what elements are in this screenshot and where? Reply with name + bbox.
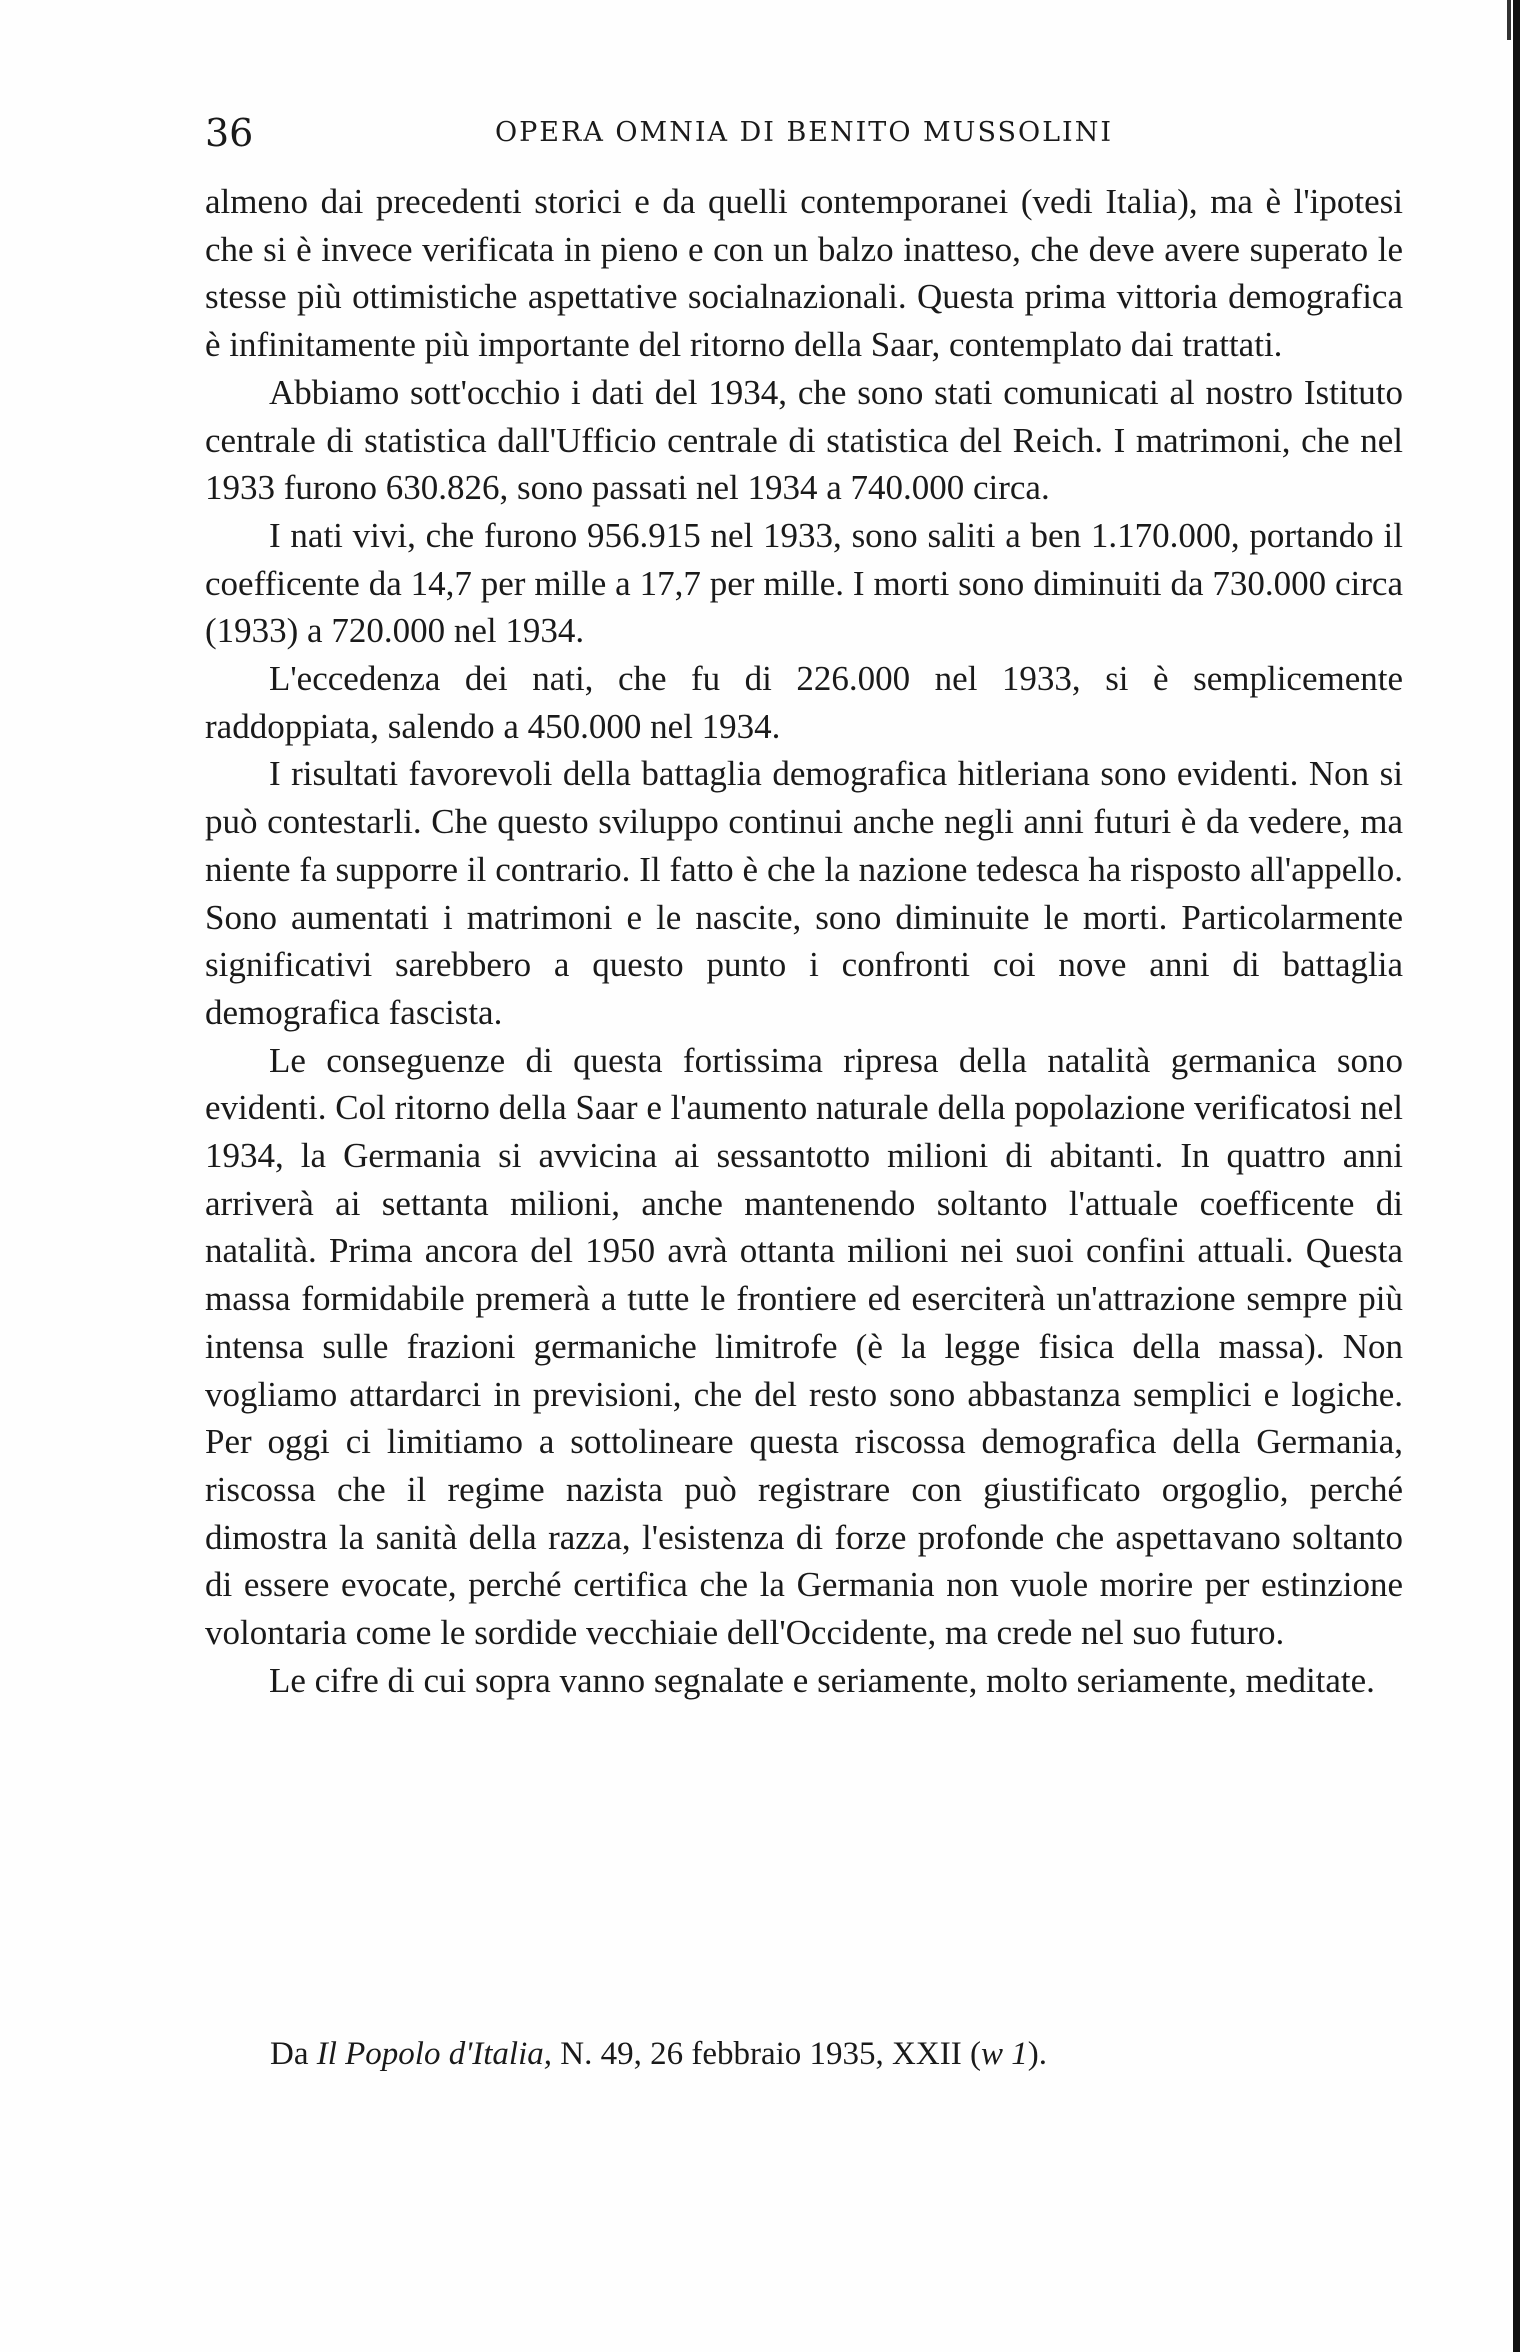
paragraph: Abbiamo sott'occhio i dati del 1934, che sono stati comunicati al nostro Istituto centrale di statistica dall'Ufficio centrale di statistica del Reich. I matrimoni, che nel 1933 furono 630.826, sono passati nel 1934 a 740.000 circa. [205,372,1403,508]
paragraph: almeno dai precedenti storici e da quelli contemporanei (vedi Italia), ma è l'ipotesi che si è invece verificata in pieno e con un balzo inatteso, che deve avere superato le stesse più ottimistiche aspettative socialnazionali. Questa prima vittoria demografica è infinitamente più importante del ritorno della Saar, contemplato dai trattati. [205,182,1403,365]
running-header [205,108,1405,158]
page-edge-shadow [1513,0,1520,2352]
paragraph: Le cifre di cui sopra vanno segnalate e seriamente, molto seriamente, meditate. [269,1660,1375,1700]
page-number: 36 [205,111,254,155]
source-citation [270,2032,1047,2076]
paragraph: I risultati favorevoli della battaglia demografica hitleriana sono evidenti. Non si può contestarli. Che questo sviluppo continui anche negli anni futuri è da vedere, ma niente fa supporre il contrario. Il fatto è che la nazione tedesca ha risposto all'appello. Sono aumentati i matrimoni e le nascite, sono diminuite le morti. Particolarmente significativi sarebbero a questo punto i confronti coi nove anni di battaglia demografica fascista. [205,754,1403,1032]
paragraph: L'eccedenza dei nati, che fu di 226.000 nel 1933, si è semplicemente raddoppiata, salendo a 450.000 nel 1934. [205,659,1403,746]
running-title: OPERA OMNIA DI BENITO MUSSOLINI [495,117,1113,148]
source-code: w 1 [980,2036,1028,2072]
source-prefix: Da [270,2036,317,2072]
paragraph: Le conseguenze di questa fortissima ripresa della natalità germanica sono evidenti. Col ritorno della Saar e l'aumento naturale della popolazione verificatosi nel 1934, la Germania si avvicina ai sessantotto milioni di abitanti. In quattro anni arriverà ai settanta milioni, anche mantenendo soltanto l'attuale coefficente di natalità. Prima ancora del 1950 avrà ottanta milioni nei suoi confini attuali. Questa massa formidabile premerà a tutte le frontiere ed eserciterà un'attrazione sempre più intensa sulle frazioni germaniche limitrofe (è la legge fisica della massa). Non vogliamo attardarci in previsioni, che del resto sono abbastanza semplici e logiche. Per oggi ci limitiamo a sottolineare questa riscossa demografica della Germania, riscossa che il regime nazista può registrare con giustificato orgoglio, perché dimostra la sanità della razza, l'esistenza di forze profonde che aspettavano soltanto di essere evocate, perché certifica che la Germania non vuole morire per estinzione volontaria come le sordide vecchiaie dell'Occidente, ma crede nel suo futuro. [205,1040,1403,1653]
article-body [205,178,1403,1705]
source-details: N. 49, 26 febbraio 1935, XXII ( [552,2036,981,2072]
source-publication: Il Popolo d'Italia, [316,2036,553,2072]
source-suffix: ). [1027,2036,1047,2072]
paragraph: I nati vivi, che furono 956.915 nel 1933, sono saliti a ben 1.170.000, portando il coefficente da 14,7 per mille a 17,7 per mille. I morti sono diminuiti da 730.000 circa (1933) a 720.000 nel 1934. [205,515,1403,651]
page-edge-mark [1507,0,1511,40]
